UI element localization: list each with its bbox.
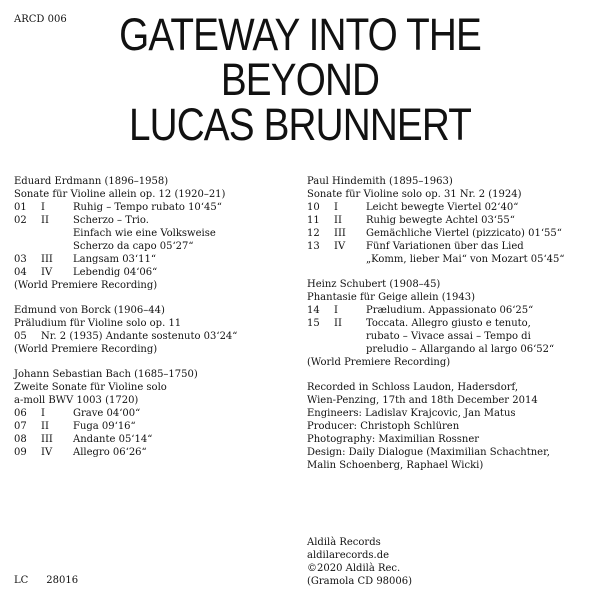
composer-name: Eduard Erdmann (1896–1958) xyxy=(14,176,169,187)
credits-line: Producer: Christoph Schlüren xyxy=(307,421,460,432)
work-title-continued: a-moll BWV 1003 (1720) xyxy=(14,395,139,406)
track-number: 06 xyxy=(14,408,27,419)
track-row xyxy=(14,446,294,459)
track-title: Gemächliche Viertel (pizzicato) 01‘55“ xyxy=(366,228,562,239)
track-number: 10 xyxy=(307,202,320,213)
track-number: 14 xyxy=(307,305,320,316)
composer-name: Edmund von Borck (1906–44) xyxy=(14,305,165,316)
credits-line: Engineers: Ladislav Krajcovic, Jan Matus xyxy=(307,408,516,419)
borck-block xyxy=(14,304,294,356)
track-row xyxy=(14,201,294,214)
track-title: Leicht bewegte Viertel 02‘40“ xyxy=(366,202,519,213)
track-number: 13 xyxy=(307,241,320,252)
premiere-note: (World Premiere Recording) xyxy=(14,280,158,291)
credits-line: Photography: Maximilian Rossner xyxy=(307,434,480,445)
composer-name: Heinz Schubert (1908–45) xyxy=(307,279,441,290)
label-code xyxy=(14,575,78,586)
track-row xyxy=(14,433,294,446)
work-title: Zweite Sonate für Violine solo xyxy=(14,382,167,393)
title-line-2: BEYOND xyxy=(220,54,380,105)
track-row xyxy=(307,304,597,317)
title-line-1: GATEWAY INTO THE xyxy=(119,9,481,60)
work-title: Sonate für Violine solo op. 31 Nr. 2 (1924) xyxy=(307,189,522,200)
movement-number: IV xyxy=(334,241,346,252)
track-number: 02 xyxy=(14,215,27,226)
label-info xyxy=(307,536,412,588)
track-title-continued: rubato – Vivace assai – Tempo di xyxy=(366,331,531,342)
track-title: Fünf Variationen über das Lied xyxy=(366,241,524,252)
movement-number: II xyxy=(334,318,342,329)
credits-line: Design: Daily Dialogue (Maximilian Schachtner, xyxy=(307,447,550,458)
work-title: Sonate für Violine allein op. 12 (1920–21) xyxy=(14,189,226,200)
track-title: Fuga 09‘16“ xyxy=(73,421,136,432)
track-row xyxy=(14,266,294,279)
track-number: 07 xyxy=(14,421,27,432)
track-title: Scherzo – Trio. xyxy=(73,215,149,226)
movement-number: IV xyxy=(41,447,53,458)
track-title-continued: Scherzo da capo 05‘27“ xyxy=(73,241,194,252)
credits-line: Malin Schoenberg, Raphael Wicki) xyxy=(307,460,484,471)
track-row xyxy=(14,214,294,227)
track-title: Nr. 2 (1935) Andante sostenuto 03‘24“ xyxy=(41,331,238,342)
label-code-prefix: LC xyxy=(14,575,29,586)
track-number: 05 xyxy=(14,331,27,342)
movement-number: I xyxy=(41,202,45,213)
track-title: Lebendig 04‘06“ xyxy=(73,267,158,278)
track-title: Allegro 06‘26“ xyxy=(73,447,147,458)
track-title: Præludium. Appassionato 06‘25“ xyxy=(366,305,534,316)
track-title: Andante 05‘14“ xyxy=(73,434,153,445)
track-title: Toccata. Allegro giusto e tenuto, xyxy=(366,318,531,329)
premiere-note: (World Premiere Recording) xyxy=(307,357,451,368)
movement-number: III xyxy=(334,228,346,239)
track-number: 08 xyxy=(14,434,27,445)
track-title: Ruhig – Tempo rubato 10‘45“ xyxy=(73,202,222,213)
movement-number: II xyxy=(41,421,49,432)
bach-block xyxy=(14,368,294,459)
right-column xyxy=(307,175,597,484)
track-number: 01 xyxy=(14,202,27,213)
schubert-block xyxy=(307,278,597,369)
movement-number: II xyxy=(334,215,342,226)
track-number: 11 xyxy=(307,215,320,226)
track-title: Langsam 03‘11“ xyxy=(73,254,156,265)
track-title-continued: Einfach wie eine Volksweise xyxy=(73,228,216,239)
movement-number: I xyxy=(334,305,338,316)
catalog-number: ARCD 006 xyxy=(14,14,67,25)
movement-number: I xyxy=(41,408,45,419)
work-title: Phantasie für Geige allein (1943) xyxy=(307,292,476,303)
track-row xyxy=(307,227,597,240)
movement-number: II xyxy=(41,215,49,226)
track-title: Grave 04‘00“ xyxy=(73,408,141,419)
movement-number: III xyxy=(41,254,53,265)
track-title: Ruhig bewegte Achtel 03‘55“ xyxy=(366,215,515,226)
track-number: 15 xyxy=(307,318,320,329)
track-row xyxy=(307,317,597,330)
label-name: Aldilà Records xyxy=(307,537,381,548)
track-row xyxy=(14,407,294,420)
credits-line: Wien-Penzing, 17th and 18th December 2014 xyxy=(307,395,538,406)
label-website: aldilarecords.de xyxy=(307,550,390,561)
hindemith-block xyxy=(307,175,597,266)
track-row xyxy=(307,214,597,227)
credits-line: Recorded in Schloss Laudon, Hadersdorf, xyxy=(307,382,519,393)
track-row xyxy=(14,420,294,433)
distributor-catalog: (Gramola CD 98006) xyxy=(307,576,413,587)
track-title-continued: „Komm, lieber Mai“ von Mozart 05‘45“ xyxy=(366,254,565,265)
track-row xyxy=(307,240,597,253)
track-number: 09 xyxy=(14,447,27,458)
copyright-line: ©2020 Aldilà Rec. xyxy=(307,563,401,574)
composer-name: Paul Hindemith (1895–1963) xyxy=(307,176,453,187)
track-title-continued: preludio – Allargando al largo 06‘52“ xyxy=(366,344,555,355)
premiere-note: (World Premiere Recording) xyxy=(14,344,158,355)
erdmann-block xyxy=(14,175,294,292)
work-title: Präludium für Violine solo op. 11 xyxy=(14,318,182,329)
movement-number: III xyxy=(41,434,53,445)
track-number: 04 xyxy=(14,267,27,278)
movement-number: I xyxy=(334,202,338,213)
left-column xyxy=(14,175,294,471)
track-number: 03 xyxy=(14,254,27,265)
title-line-3: LUCAS BRUNNERT xyxy=(128,99,472,150)
track-row xyxy=(14,253,294,266)
album-title xyxy=(42,9,558,150)
track-row xyxy=(307,201,597,214)
movement-number: IV xyxy=(41,267,53,278)
label-code-number: 28016 xyxy=(46,575,79,586)
composer-name: Johann Sebastian Bach (1685–1750) xyxy=(14,369,198,380)
credits-block xyxy=(307,381,597,472)
track-number: 12 xyxy=(307,228,320,239)
track-row xyxy=(14,330,294,343)
